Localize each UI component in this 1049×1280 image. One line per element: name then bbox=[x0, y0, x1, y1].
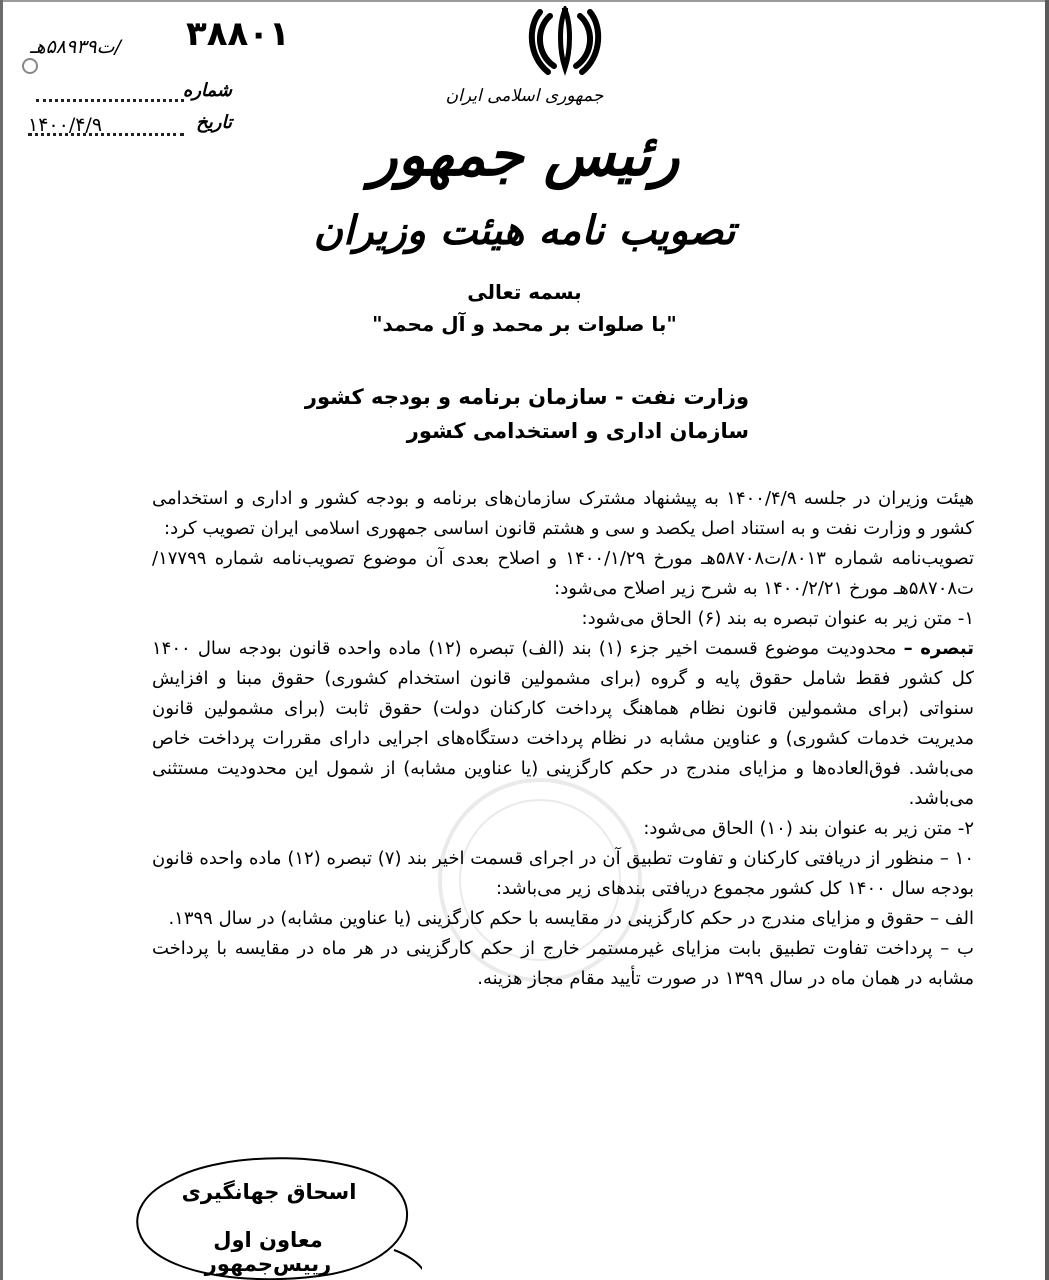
recipients-block bbox=[249, 380, 749, 448]
punch-hole bbox=[22, 58, 38, 74]
item-1: ۱- متن زیر به عنوان تبصره به بند (۶) الحاق می‌شود: bbox=[581, 608, 974, 629]
item-2: ۲- متن زیر به عنوان بند (۱۰) الحاق می‌شود: bbox=[643, 818, 974, 839]
item-alef: الف – حقوق و مزایای مندرج در حکم کارگزینی در مقایسه با حکم کارگزینی (یا عناوین مشابه) در سال ۱۳۹۹. bbox=[168, 908, 974, 929]
item-10: ۱۰ – منظور از دریافتی کارکنان و تفاوت تطبیق آن در اجرای قسمت اخیر بند (۷) تبصره (۱۲) ماده واحده قانون بودجه سال ۱۴۰۰ کل کشور مجموع دریافتی بندهای زیر می‌باشد: bbox=[152, 848, 975, 899]
number-label: شماره bbox=[182, 80, 232, 101]
recipient-line: سازمان اداری و استخدامی کشور bbox=[406, 419, 749, 443]
document-number: ۳۸۸۰۱ bbox=[186, 14, 290, 54]
salawat-line: "با صلوات بر محمد و آل محمد" bbox=[372, 312, 677, 336]
resolution-body bbox=[152, 484, 974, 994]
amendment-paragraph: تصویب‌نامه شماره ۸۰۱۳/ت۵۸۷۰۸هـ مورخ ۱۴۰۰/۱/۲۹ و اصلاح بعدی آن موضوع تصویب‌نامه شماره ۱۷۷۹۹/ت۵۸۷۰۸هـ مورخ ۱۴۰۰/۲/۲۱ به شرح زیر اصلاح می‌شود: bbox=[152, 548, 975, 599]
signer-title: معاون اول رییس‌جمهور bbox=[204, 1228, 332, 1276]
intro-paragraph: هیئت وزیران در جلسه ۱۴۰۰/۴/۹ به پیشنهاد مشترک سازمان‌های برنامه و بودجه کشور و اداری و استخدامی کشور و وزارت نفت و به استناد اصل یکصد و سی و هشتم قانون اساسی جمهوری اسلامی ایران تصویب کرد: bbox=[152, 488, 974, 539]
date-label: تاریخ bbox=[196, 112, 232, 133]
item-be: ب – پرداخت تفاوت تطبیق بابت مزایای غیرمستمر خارج از حکم کارگزینی در هر ماه در مقایسه با پرداخت مشابه در همان ماه در سال ۱۳۹۹ در صورت تأیید مقام مجاز هزینه. bbox=[152, 938, 974, 989]
government-line: جمهوری اسلامی ایران bbox=[445, 86, 604, 106]
page-border-top bbox=[0, 0, 1049, 2]
page-border-left bbox=[0, 0, 3, 1280]
signer-name: اسحاق جهانگیری bbox=[181, 1180, 357, 1204]
reference-number: /ت۵۸۹۳۹هـ bbox=[30, 36, 121, 58]
bismillah-heading: بسمه تعالی bbox=[467, 280, 582, 304]
page-border-right bbox=[1045, 0, 1049, 1280]
document-type-title: تصویب نامه هیئت وزیران bbox=[313, 207, 736, 254]
office-title: رئیس جمهور bbox=[369, 121, 680, 189]
recipient-line: وزارت نفت - سازمان برنامه و بودجه کشور bbox=[304, 385, 749, 409]
date-value: ۱۴۰۰/۴/۹ bbox=[28, 114, 103, 136]
iran-emblem-icon bbox=[526, 6, 604, 78]
note-paragraph bbox=[152, 634, 974, 814]
note-text: محدودیت موضوع قسمت اخیر جزء (۱) بند (الف) تبصره (۱۲) ماده واحده قانون بودجه سال ۱۴۰۰ کل کشور فقط شامل حقوق پایه و گروه (برای مشمولین قانون استخدام کشوری) حقوق مبنا و افزایش سنواتی (برای مشمولین قانون نظام هماهنگ پرداخت کارکنان دولت) حقوق ثابت (برای مشمولین قانون مدیریت خدمات کشوری) و عناوین مشابه در نظام پرداخت دستگاه‌های اجرایی دارای مقررات پرداخت خاص می‌باشد. فوق‌العاده‌ها و مزایای مندرج در حکم کارگزینی (یا عناوین مشابه) از شمول این محدودیت مستثنی می‌باشد. bbox=[152, 638, 974, 809]
note-label: تبصره – bbox=[903, 638, 974, 659]
